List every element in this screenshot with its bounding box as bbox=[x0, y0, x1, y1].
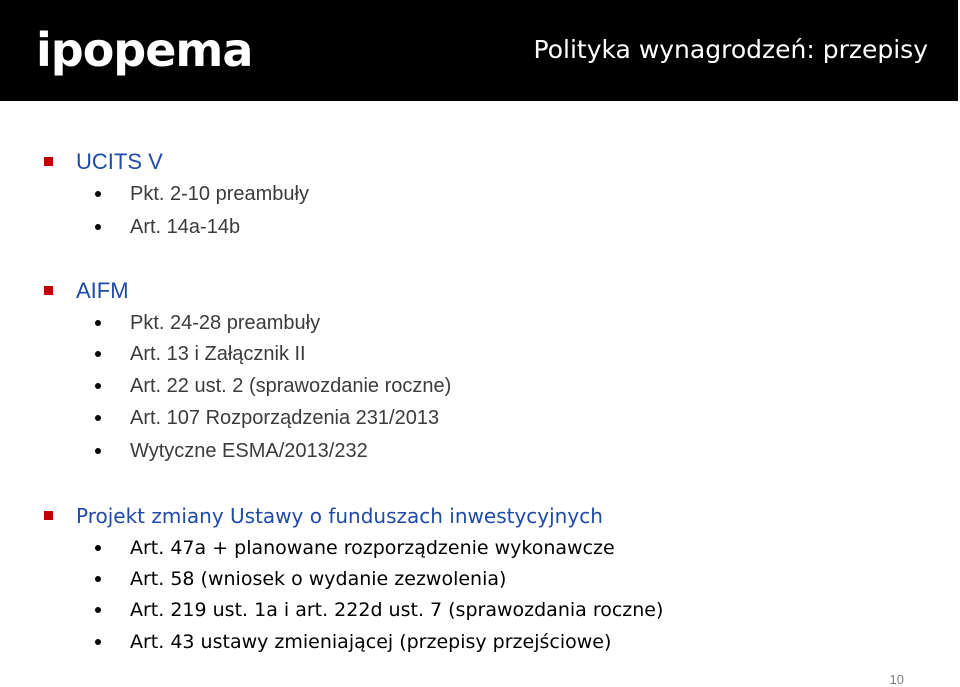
round-bullet-icon bbox=[95, 224, 101, 230]
round-bullet-icon bbox=[95, 320, 101, 326]
round-bullet-icon bbox=[95, 415, 101, 421]
round-bullet-icon bbox=[95, 448, 101, 454]
square-bullet-icon bbox=[44, 157, 53, 166]
round-bullet-icon bbox=[95, 383, 101, 389]
company-logo: ipopema bbox=[36, 23, 253, 77]
round-bullet-icon bbox=[95, 545, 101, 551]
round-bullet-icon bbox=[95, 607, 101, 613]
slide-title: Polityka wynagrodzeń: przepisy bbox=[533, 35, 928, 64]
header-bar bbox=[0, 0, 958, 101]
page-number: 10 bbox=[889, 672, 904, 687]
slide: ipopema Polityka wynagrodzeń: przepisy UCITS V Pkt. 2-10 preambuły Art. 14a-14b AIFM Pkt. 24-28 preambuły Art. 13 i Załącznik II Art. 22 ust. 2 (sprawozdanie roczne) Art. 107 Rozporządzenia 231/2013 Wytyczne ESMA/2013/232 Projekt zmiany Ustawy o funduszach inwestycyjnych Art. 47a + planowane rozporządzenie wykonawcze Art. 58 (wniosek o wydanie zezwolenia) Art. 219 ust. 1a i art. 222d ust. 7 (sprawozdania roczne) Art. 43 ustawy zmieniającej (przepisy przejściowe) 10 bbox=[0, 0, 960, 687]
round-bullet-icon bbox=[95, 576, 101, 582]
round-bullet-icon bbox=[95, 191, 101, 197]
round-bullet-icon bbox=[95, 639, 101, 645]
round-bullet-icon bbox=[95, 351, 101, 357]
square-bullet-icon bbox=[44, 286, 53, 295]
square-bullet-icon bbox=[44, 511, 53, 520]
